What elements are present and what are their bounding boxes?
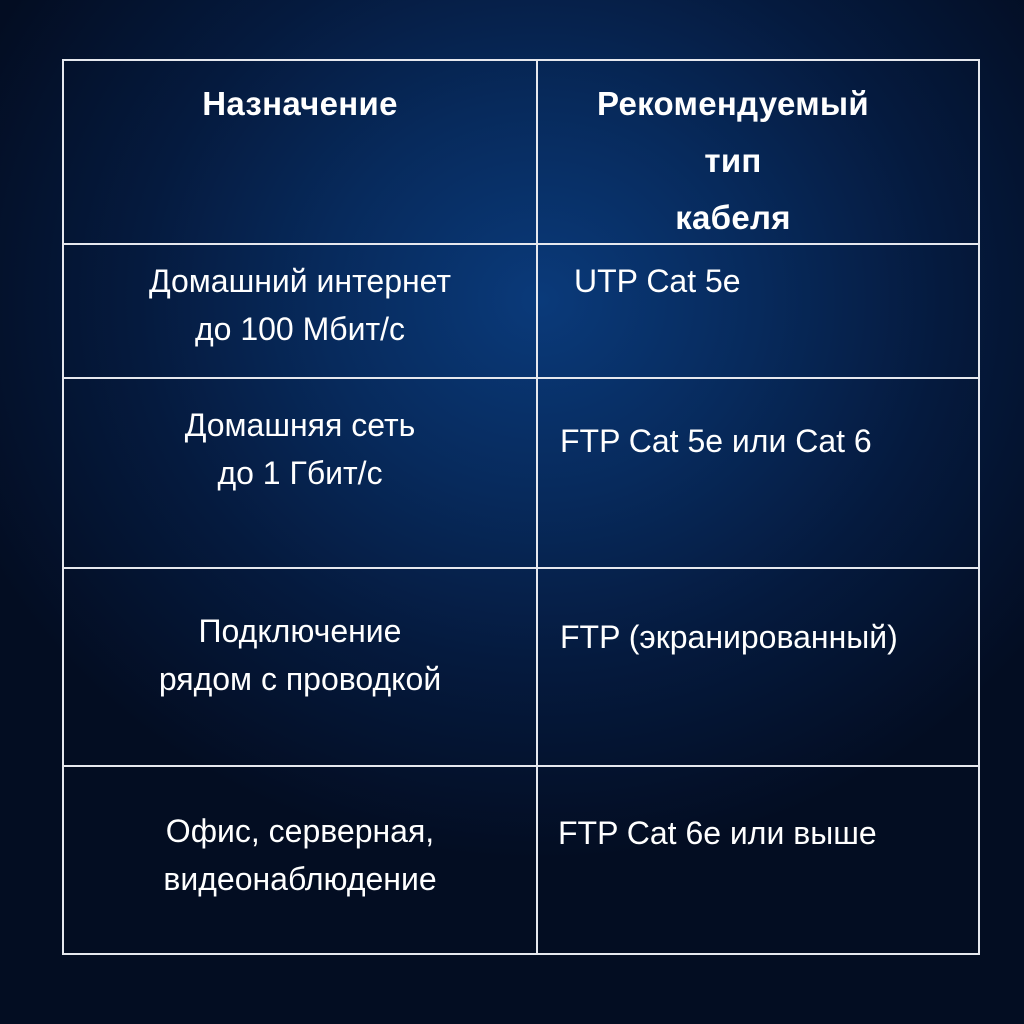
row-4-purpose-line-1: Офис, серверная, bbox=[165, 813, 435, 849]
table-row bbox=[64, 243, 978, 379]
header-cable-type-line-1: Рекомендуемый bbox=[596, 85, 869, 122]
table-row bbox=[64, 377, 978, 569]
row-3-purpose-line-2: рядом с проводкой bbox=[158, 661, 442, 697]
row-2-cable bbox=[538, 379, 978, 569]
table-row bbox=[64, 765, 978, 953]
row-4-purpose bbox=[64, 767, 536, 953]
row-1-purpose bbox=[64, 245, 536, 379]
table-header-row bbox=[64, 61, 978, 245]
row-3-purpose-line-1: Подключение bbox=[198, 613, 402, 649]
header-cable-type-line-2: тип bbox=[704, 142, 762, 179]
row-2-purpose-line-2: до 1 Гбит/с bbox=[217, 455, 383, 491]
row-1-purpose-line-1: Домашний интернет bbox=[148, 263, 452, 299]
row-2-purpose-line-1: Домашняя сеть bbox=[184, 407, 416, 443]
table-row bbox=[64, 567, 978, 767]
row-2-purpose bbox=[64, 379, 536, 569]
row-4-cable-text: FTP Cat 6e или выше bbox=[558, 815, 877, 851]
row-1-cable bbox=[538, 245, 978, 379]
header-cable-type bbox=[538, 61, 978, 245]
row-4-purpose-line-2: видеонаблюдение bbox=[163, 861, 437, 897]
header-purpose-text: Назначение bbox=[202, 85, 398, 122]
row-1-purpose-line-2: до 100 Мбит/с bbox=[194, 311, 406, 347]
header-purpose bbox=[64, 61, 536, 245]
cable-recommendation-table bbox=[62, 59, 980, 955]
header-cable-type-line-3: кабеля bbox=[675, 199, 791, 236]
row-3-cable bbox=[538, 569, 978, 767]
row-4-cable bbox=[538, 767, 978, 953]
row-3-purpose bbox=[64, 569, 536, 767]
row-2-cable-text: FTP Cat 5e или Cat 6 bbox=[560, 423, 872, 459]
row-1-cable-text: UTP Cat 5e bbox=[574, 263, 741, 299]
row-3-cable-text: FTP (экранированный) bbox=[560, 619, 898, 655]
